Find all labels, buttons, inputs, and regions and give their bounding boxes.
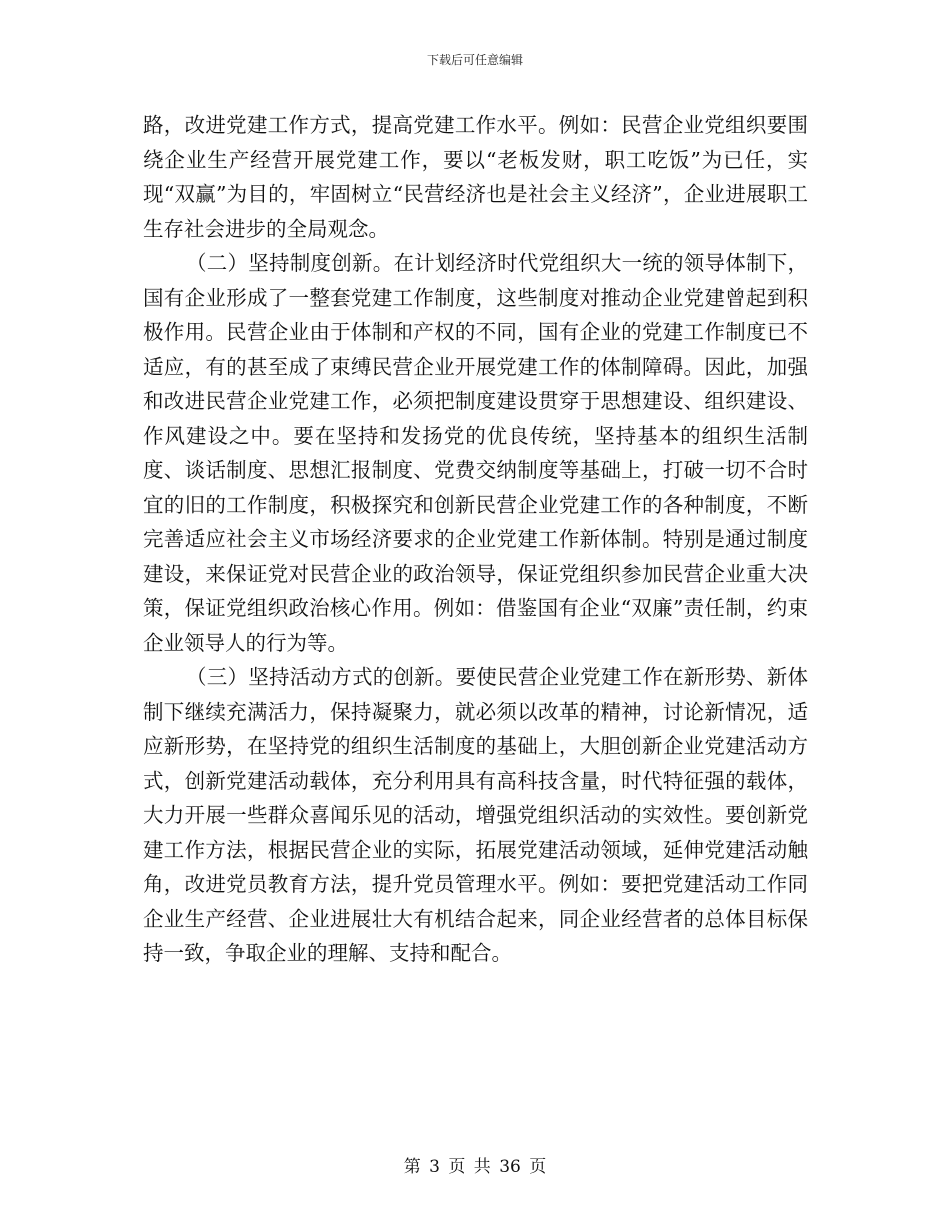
- paragraph-activity-innovation: （三）坚持活动方式的创新。要使民营企业党建工作在新形势、新体制下继续充满活力，保持凝聚力，就必须以改革的精神，讨论新情况，适应新形势，在坚持党的组织生活制度的基础上，大胆创新企业党建活动方式，创新党建活动载体，充分利用具有高科技含量，时代特征强的载体，大力开展一些群众喜闻乐见的活动，增强党组织活动的实效性。要创新党建工作方法，根据民营企业的实际，拓展党建活动领域，延伸党建活动触角，改进党员教育方法，提升党员管理水平。例如：要把党建活动工作同企业生产经营、企业进展壮大有机结合起来，同企业经营者的总体目标保持一致，争取企业的理解、支持和配合。: [143, 665, 808, 965]
- paragraph-institutional-innovation: （二）坚持制度创新。在计划经济时代党组织大一统的领导体制下，国有企业形成了一整套党建工作制度，这些制度对推动企业党建曾起到积极作用。民营企业由于体制和产权的不同，国有企业的党建工作制度已不适应，有的甚至成了束缚民营企业开展党建工作的体制障碍。因此，加强和改进民营企业党建工作，必须把制度建设贯穿于思想建设、组织建设、作风建设之中。要在坚持和发扬党的优良传统，坚持基本的组织生活制度、谈话制度、思想汇报制度、党费交纳制度等基础上，打破一切不合时宜的旧的工作制度，积极探究和创新民营企业党建工作的各种制度，不断完善适应社会主义市场经济要求的企业党建工作新体制。特别是通过制度建设，来保证党对民营企业的政治领导，保证党组织参加民营企业重大决策，保证党组织政治核心作用。例如：借鉴国有企业“双廉”责任制，约束企业领导人的行为等。: [143, 251, 808, 655]
- page-number: 第 3 页 共 36 页: [403, 1157, 547, 1177]
- document-body: [143, 108, 808, 971]
- page-header: 下载后可任意编辑: [426, 53, 523, 67]
- paragraph-continuation: 路，改进党建工作方式，提高党建工作水平。例如：民营企业党组织要围绕企业生产经营开展党建工作，要以“老板发财，职工吃饭”为已任，实现“双赢”为目的，牢固树立“民营经济也是社会主义经济”，企业进展职工生存社会进步的全局观念。: [143, 113, 808, 241]
